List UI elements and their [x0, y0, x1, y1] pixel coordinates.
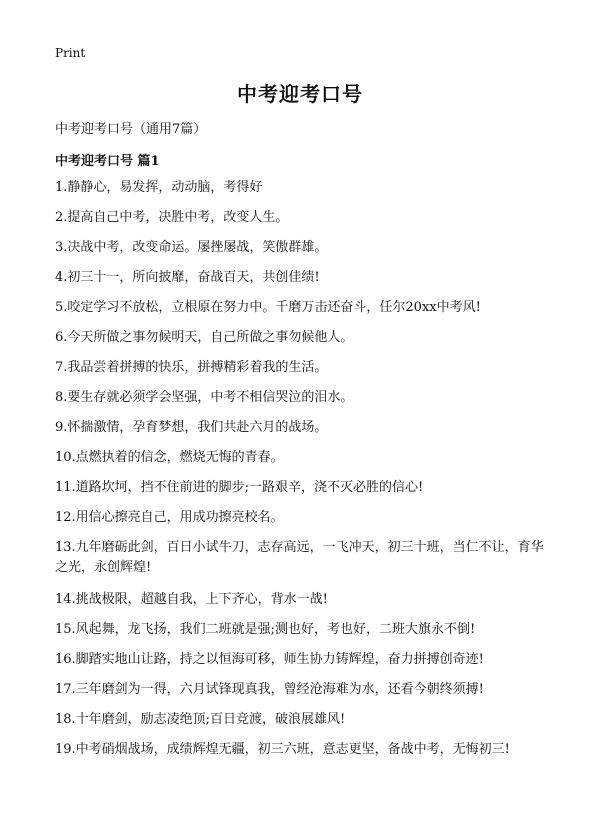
- document-subtitle: 中考迎考口号（通用7篇）: [55, 122, 207, 137]
- list-item: 11.道路坎坷，挡不住前进的脚步;一路艰辛，浇不灭必胜的信心!: [55, 480, 424, 495]
- list-item: 14.挑战极限，超越自我，上下齐心，背水一战!: [55, 592, 328, 607]
- list-item: 6.今天所做之事勿候明天，自己所做之事勿候他人。: [55, 330, 354, 345]
- list-item: 3.决战中考，改变命运。屡挫屡战，笑傲群雄。: [55, 240, 328, 255]
- slogan-list: [55, 178, 545, 770]
- section-heading: 中考迎考口号 篇1: [55, 154, 160, 169]
- list-item: 1.静静心，易发挥，动动脑，考得好: [55, 180, 263, 195]
- list-item: 2.提高自己中考，决胜中考，改变人生。: [55, 210, 289, 225]
- list-item: 15.风起舞，龙飞扬，我们二班就是强;测也好，考也好，二班大旗永不倒!: [55, 622, 476, 637]
- document-title: 中考迎考口号: [237, 82, 363, 106]
- list-item: 10.点燃执着的信念，燃烧无悔的青春。: [55, 450, 284, 465]
- list-item: 17.三年磨剑为一得，六月试锋现真我，曾经沧海难为水，还看今朝终须搏!: [55, 682, 484, 697]
- list-item: 9.怀揣激情，孕育梦想，我们共赴六月的战场。: [55, 420, 328, 435]
- list-item: 12.用信心擦亮自己，用成功擦亮校名。: [55, 510, 284, 525]
- print-label: Print: [55, 46, 86, 60]
- list-item: 16.脚踏实地山让路，持之以恒海可移，师生协力铸辉煌，奋力拼搏创奇迹!: [55, 652, 484, 667]
- list-item: 19.中考硝烟战场，成绩辉煌无疆，初三六班，意志更坚，备战中考，无悔初三!: [55, 742, 510, 757]
- list-item: 5.咬定学习不放松，立根原在努力中。千磨万击还奋斗，任尔20xx中考风!: [55, 300, 481, 315]
- list-item: 8.要生存就必须学会坚强，中考不相信哭泣的泪水。: [55, 390, 354, 405]
- list-item: 7.我品尝着拼搏的快乐，拼搏精彩着我的生活。: [55, 360, 328, 375]
- list-item: 4.初三十一，所向披靡，奋战百天，共创佳绩!: [55, 270, 320, 285]
- list-item: 18.十年磨剑，励志凌绝顶;百日竞渡，破浪展雄风!: [55, 712, 346, 727]
- list-item: 13.九年磨砺此剑，百日小试牛刀，志存高远，一飞冲天，初三十班，当仁不让，育华之光，永创辉煌!: [55, 540, 544, 575]
